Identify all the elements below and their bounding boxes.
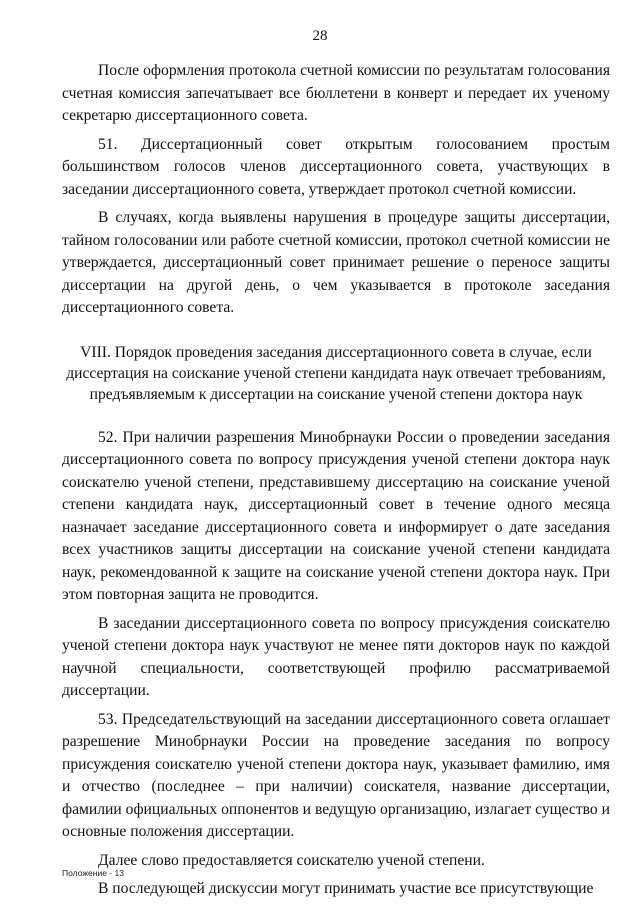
document-body: [62, 60, 610, 907]
paragraph-52: 52. При наличии разрешения Минобрнауки России о проведении заседания диссертационного совета по вопросу присуждения ученой степени доктора наук соискателю ученой степени, представившему диссертацию на соискание ученой степени кандидата наук, диссертационный совет в течение одного месяца назначает заседание диссертационного совета и информирует о дате заседания всех участников защиты диссертации на соискание ученой степени кандидата наук, рекомендованной к защите на соискание ученой степени доктора наук. При этом повторная защита не проводится.: [62, 428, 610, 603]
paragraph-discussion: В последующей дискуссии могут принимать участие все присутствующие: [98, 880, 594, 897]
paragraph-participants: В заседании диссертационного совета по вопросу присуждения соискателю ученой степени доктора наук участвуют не менее пяти докторов наук по каждой научной специальности, соответствующей профилю рассматриваемой диссертации.: [62, 614, 610, 699]
paragraph-floor-to-applicant: Далее слово предоставляется соискателю ученой степени.: [98, 851, 485, 869]
paragraph-violations: В случаях, когда выявлены нарушения в процедуре защиты диссертации, тайном голосовании или работе счетной комиссии, протокол счетной комиссии не утверждается, диссертационный совет принимает решение о переносе защиты диссертации на другой день, о чем указывается в протоколе заседания диссертационного совета.: [62, 209, 610, 316]
footer-label: Положение - 13: [62, 868, 124, 878]
paragraph-51: 51. Диссертационный совет открытым голосованием простым большинством голосов членов диссертационного совета, участвующих в заседании диссертационного совета, утверждает протокол счетной комиссии.: [62, 135, 610, 198]
page-number: 28: [312, 28, 328, 44]
section-heading-viii: VIII. Порядок проведения заседания диссертационного совета в случае, если диссертация на соискание ученой степени кандидата наук отвечает требованиям, предъявляемым к диссертации на соискание ученой степени доктора наук: [66, 343, 606, 403]
paragraph-vote-envelope: После оформления протокола счетной комиссии по результатам голосования счетная комиссия запечатывает все бюллетени в конверт и передает их ученому секретарю диссертационного совета.: [62, 62, 610, 124]
paragraph-53: 53. Председательствующий на заседании диссертационного совета оглашает разрешение Минобрнауки России на проведение заседания по вопросу присуждения соискателю ученой степени доктора наук, указывает фамилию, имя и отчество (последнее – при наличии) соискателя, название диссертации, фамилии официальных оппонентов и ведущую организацию, излагает существо и основные положения диссертации.: [62, 710, 610, 840]
